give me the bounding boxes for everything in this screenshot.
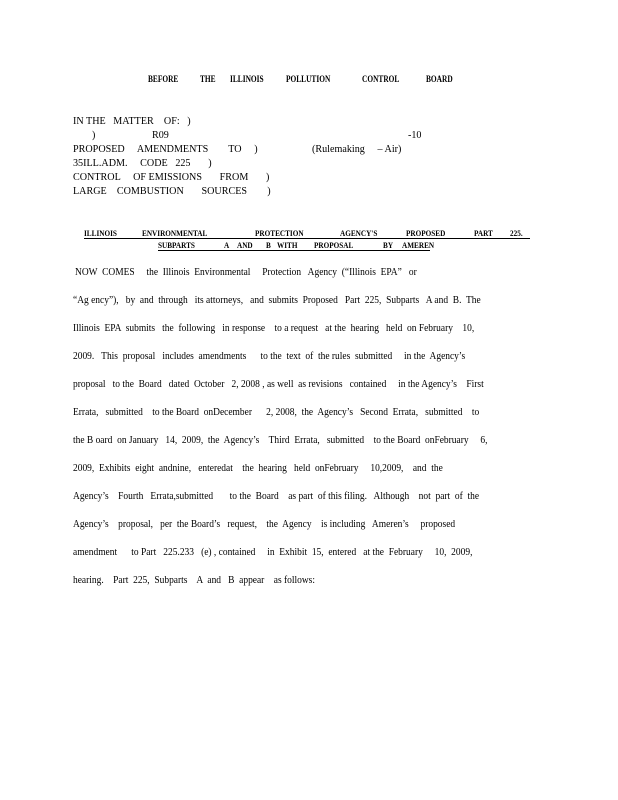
body-line: 2009. This proposal includes amendments to the text of the rules submitted in the Agency’s [73,351,466,362]
title-word: WITH [277,240,298,250]
body-line: proposal to the Board dated October 2, 2008 , as well as revisions contained in the Agency’s First [73,379,484,390]
title-word: BY [383,240,394,250]
body-line: amendment to Part 225.233 (e) , contained in Exhibit 15, entered at the February 10, 2009, [73,547,473,558]
title-word: AGENCY'S [340,228,378,238]
header-word: THE [200,74,216,84]
caption-line-amendments: PROPOSED AMENDMENTS TO ) [73,143,258,155]
docket-number-prefix: R09 [152,129,169,141]
header-word: BEFORE [148,74,179,84]
body-line: “Ag ency”), by and through its attorneys, and submits Proposed Part 225, Subparts A and B. The [73,295,481,306]
caption-line-sources: LARGE COMBUSTION SOURCES ) [73,185,271,197]
title-word: PROPOSED [406,228,446,238]
title-word: AND [237,240,253,250]
header-word: CONTROL [362,74,400,84]
title-word: ENVIRONMENTAL [142,228,208,238]
title-underline [84,238,530,239]
header-word: ILLINOIS [230,74,264,84]
caption-line-code: 35ILL.ADM. CODE 225 ) [73,157,212,169]
body-line: Errata, submitted to the Board onDecember 2, 2008, the Agency’s Second Errata, submitted to [73,407,480,418]
body-line: hearing. Part 225, Subparts A and B appear as follows: [73,575,316,586]
caption-paren: ) [92,129,96,141]
caption-line-matter: IN THE MATTER OF: ) [73,115,191,127]
header-word: POLLUTION [286,74,331,84]
title-word: AMEREN [402,240,435,250]
title-word: PROPOSAL [314,240,354,250]
caption-line-control: CONTROL OF EMISSIONS FROM ) [73,171,270,183]
title-word: PART [474,228,493,238]
body-line: NOW COMES the Illinois Environmental Protection Agency (“Illinois EPA” or [75,267,417,278]
header-word: BOARD [426,74,453,84]
body-line: Agency’s Fourth Errata,submitted to the Board as part of this filing. Although not part of the [73,491,480,502]
body-line: Agency’s proposal, per the Board’s request, the Agency is including Ameren’s proposed [73,519,456,530]
caption-rulemaking-type: (Rulemaking – Air) [312,143,402,155]
title-word: B [266,240,271,250]
title-word: A [224,240,230,250]
body-line: the B oard on January 14, 2009, the Agency’s Third Errata, submitted to the Board onFebruary 6, [73,435,488,446]
docket-number-suffix: -10 [408,129,422,141]
title-word: 225. [510,228,523,238]
body-line: Illinois EPA submits the following in response to a request at the hearing held on February 10, [73,323,475,334]
body-line: 2009, Exhibits eight andnine, enteredat the hearing held onFebruary 10,2009, and the [73,463,443,474]
title-word: PROTECTION [255,228,304,238]
title-word: SUBPARTS [158,240,195,250]
title-word: ILLINOIS [84,228,117,238]
title-underline [158,250,430,251]
